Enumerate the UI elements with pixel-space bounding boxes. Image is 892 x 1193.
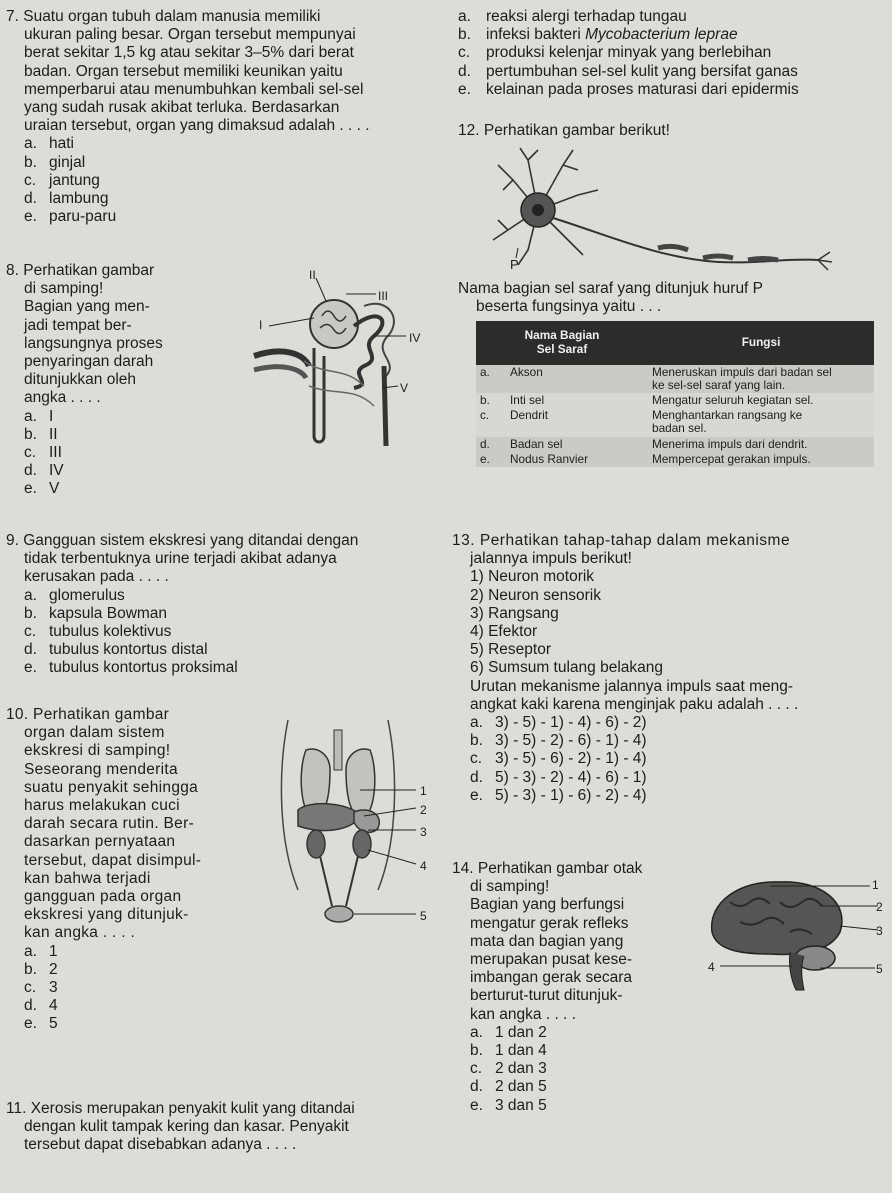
q7-line: badan. Organ tersebut memiliki keunikan yaitu xyxy=(24,62,343,80)
q8-line: ditunjukkan oleh xyxy=(24,371,137,389)
q8-line: jadi tempat ber- xyxy=(24,316,132,334)
q8-option-a[interactable]: a. I xyxy=(24,407,54,425)
q13-option-a[interactable]: a. 3) - 5) - 1) - 4) - 6) - 2) xyxy=(470,714,647,732)
neuron-label-p: P xyxy=(510,257,519,273)
neuron-parts-table xyxy=(476,321,874,467)
q8-option-b[interactable]: b. II xyxy=(24,425,58,443)
q14-line: mata dan bagian yang xyxy=(470,932,624,950)
question-13 xyxy=(452,532,888,805)
organ-label: 3 xyxy=(420,825,427,839)
q10-line: gangguan pada organ xyxy=(24,888,182,906)
q7-line: 7. Suatu organ tubuh dalam manusia memiliki xyxy=(6,8,321,25)
q11-options xyxy=(458,8,888,99)
q14-option-e[interactable]: e. 3 dan 5 xyxy=(470,1096,547,1114)
q14-line: berturut-turut ditunjuk- xyxy=(470,987,623,1005)
q13-step: 3) Rangsang xyxy=(470,604,559,622)
q10-option-e[interactable]: e. 5 xyxy=(24,1015,58,1033)
nephron-label: IV xyxy=(409,331,421,345)
q10-line: 10. Perhatikan gambar xyxy=(6,706,170,723)
q9-option-a[interactable]: a. glomerulus xyxy=(24,586,125,604)
q8-option-c[interactable]: c. III xyxy=(24,444,62,462)
organ-label: 4 xyxy=(420,859,427,873)
table-row[interactable]: b. Inti sel Mengatur seluruh kegiatan sel. xyxy=(476,393,874,408)
excretory-organs-figure xyxy=(268,710,436,928)
q13-option-b[interactable]: b. 3) - 5) - 2) - 6) - 1) - 4) xyxy=(470,732,647,750)
q12-title: 12. Perhatikan gambar berikut! xyxy=(458,122,670,139)
q10-line: organ dalam sistem xyxy=(24,724,165,742)
q11-option-e[interactable]: e. kelainan pada proses maturasi dari epidermis xyxy=(458,80,799,98)
brain-label: 3 xyxy=(876,924,883,938)
q9-line: kerusakan pada . . . . xyxy=(24,568,169,586)
q10-line: harus melakukan cuci xyxy=(24,797,180,815)
q14-line: Bagian yang berfungsi xyxy=(470,896,625,914)
q13-step: 2) Neuron sensorik xyxy=(470,586,601,604)
nephron-illustration xyxy=(214,266,436,452)
table-row[interactable]: e. Nodus Ranvier Mempercepat gerakan impuls. xyxy=(476,452,874,467)
q14-line: di samping! xyxy=(470,878,550,896)
brain-illustration xyxy=(700,872,886,992)
table-header-part: Nama Bagian Sel Saraf xyxy=(476,321,648,365)
question-12 xyxy=(458,122,888,467)
q13-title-line: jalannya impuls berikut! xyxy=(470,550,632,568)
nephron-label: I xyxy=(259,318,263,332)
table-row[interactable]: a. Akson Meneruskan impuls dari badan sel ke sel-sel saraf yang lain. xyxy=(476,365,874,393)
organ-label: 2 xyxy=(420,803,427,817)
q11-line: tersebut dapat disebabkan adanya . . . . xyxy=(24,1136,297,1154)
q10-line: darah secara rutin. Ber- xyxy=(24,815,195,833)
nephron-label: II xyxy=(309,268,316,282)
q10-line: ekskresi yang ditunjuk- xyxy=(24,906,189,924)
q7-line: ukuran paling besar. Organ tersebut mempunyai xyxy=(24,26,356,44)
table-header-function: Fungsi xyxy=(648,321,874,365)
q9-line: 9. Gangguan sistem ekskresi yang ditandai dengan xyxy=(6,532,359,549)
q8-line: 8. Perhatikan gambar xyxy=(6,262,155,279)
q13-step: 6) Sumsum tulang belakang xyxy=(470,659,664,677)
brain-figure xyxy=(700,872,886,992)
question-9 xyxy=(6,532,436,678)
q10-line: ekskresi di samping! xyxy=(24,742,171,760)
question-10 xyxy=(6,706,436,1094)
q12-prompt-line: beserta fungsinya yaitu . . . xyxy=(476,298,662,316)
q13-prompt-line: Urutan mekanisme jalannya impuls saat meng- xyxy=(470,677,794,695)
q9-line: tidak terbentuknya urine terjadi akibat adanya xyxy=(24,550,337,568)
q7-line: yang sudah rusak akibat terluka. Berdasarkan xyxy=(24,99,340,117)
q13-prompt-line: angkat kaki karena menginjak paku adalah . . . . xyxy=(470,695,799,713)
q14-line: merupakan pusat kese- xyxy=(470,951,632,969)
q8-option-d[interactable]: d. IV xyxy=(24,462,64,480)
q10-line: dasarkan pernyataan xyxy=(24,833,176,851)
q7-option-b[interactable]: b. ginjal xyxy=(24,153,86,171)
q13-step: 5) Reseptor xyxy=(470,641,551,659)
q10-line: tersebut, dapat disimpul- xyxy=(24,851,202,869)
question-7 xyxy=(6,8,436,226)
question-14 xyxy=(452,860,888,1160)
q7-line: berat sekitar 1,5 kg atau sekitar 3–5% dari berat xyxy=(24,44,354,62)
q11-option-b[interactable]: b. infeksi bakteri Mycobacterium leprae xyxy=(458,26,738,44)
q14-line: 14. Perhatikan gambar otak xyxy=(452,860,643,877)
q10-line: suatu penyakit sehingga xyxy=(24,778,199,796)
q12-prompt-line: Nama bagian sel saraf yang ditunjuk huruf P xyxy=(458,280,764,298)
question-11 xyxy=(6,1100,446,1155)
brain-label: 5 xyxy=(876,962,883,976)
q10-line: kan angka . . . . xyxy=(24,924,136,942)
q14-option-c[interactable]: c. 2 dan 3 xyxy=(470,1060,547,1078)
neuron-figure xyxy=(458,140,878,278)
q14-line: mengatur gerak refleks xyxy=(470,914,629,932)
q10-line: Seseorang menderita xyxy=(24,760,178,778)
table-row[interactable]: d. Badan sel Menerima impuls dari dendrit. xyxy=(476,437,874,452)
excretory-organs-illustration xyxy=(268,710,436,928)
q7-option-a[interactable]: a. hati xyxy=(24,135,74,153)
brain-label: 1 xyxy=(872,878,879,892)
q10-option-b[interactable]: b. 2 xyxy=(24,960,58,978)
q11-line: dengan kulit tampak kering dan kasar. Penyakit xyxy=(24,1118,349,1136)
q13-option-d[interactable]: d. 5) - 3) - 2) - 4) - 6) - 1) xyxy=(470,768,647,786)
nephron-label: V xyxy=(400,381,409,395)
q7-line: uraian tersebut, organ yang dimaksud adalah . . . . xyxy=(24,117,370,135)
q14-option-a[interactable]: a. 1 dan 2 xyxy=(470,1023,547,1041)
q9-option-b[interactable]: b. kapsula Bowman xyxy=(24,604,168,622)
q7-option-d[interactable]: d. lambung xyxy=(24,190,109,208)
table-row[interactable]: c. Dendrit Menghantarkan rangsang ke badan sel. xyxy=(476,408,874,436)
q8-option-e[interactable]: e. V xyxy=(24,480,60,498)
q13-option-c[interactable]: c. 3) - 5) - 6) - 2) - 1) - 4) xyxy=(470,750,647,768)
nephron-label: III xyxy=(378,289,389,303)
q13-option-e[interactable]: e. 5) - 3) - 1) - 6) - 2) - 4) xyxy=(470,786,647,804)
q14-option-d[interactable]: d. 2 dan 5 xyxy=(470,1078,547,1096)
q7-option-c[interactable]: c. jantung xyxy=(24,171,100,189)
brain-label: 4 xyxy=(708,960,715,974)
organ-label: 5 xyxy=(420,909,427,923)
q10-option-d[interactable]: d. 4 xyxy=(24,997,58,1015)
q14-option-b[interactable]: b. 1 dan 4 xyxy=(470,1042,547,1060)
neuron-illustration xyxy=(458,140,878,278)
q13-title-line: 13. Perhatikan tahap-tahap dalam mekanisme xyxy=(452,532,791,549)
q10-option-a[interactable]: a. 1 xyxy=(24,942,58,960)
q11-line: 11. Xerosis merupakan penyakit kulit yang ditandai xyxy=(6,1100,355,1117)
q14-line: imbangan gerak secara xyxy=(470,969,632,987)
brain-label: 2 xyxy=(876,900,883,914)
q14-line: kan angka . . . . xyxy=(470,1005,576,1023)
q10-line: kan bahwa terjadi xyxy=(24,869,151,887)
nephron-figure xyxy=(214,266,436,452)
q9-option-c[interactable]: c. tubulus kolektivus xyxy=(24,623,172,641)
q11-option-a[interactable]: a. reaksi alergi terhadap tungau xyxy=(458,8,687,25)
organ-label: 1 xyxy=(420,784,427,798)
q8-line: penyaringan darah xyxy=(24,353,154,371)
q11-option-c[interactable]: c. produksi kelenjar minyak yang berlebihan xyxy=(458,44,772,62)
q11-option-d[interactable]: d. pertumbuhan sel-sel kulit yang bersifat ganas xyxy=(458,62,798,80)
q9-option-d[interactable]: d. tubulus kontortus distal xyxy=(24,641,208,659)
q8-line: di samping! xyxy=(24,280,104,298)
q7-line: memperbarui atau menumbuhkan kembali sel-sel xyxy=(24,80,364,98)
q13-step: 1) Neuron motorik xyxy=(470,568,595,586)
q8-line: angka . . . . xyxy=(24,389,101,407)
q13-step: 4) Efektor xyxy=(470,623,538,641)
q8-line: langsungnya proses xyxy=(24,334,163,352)
q7-option-e[interactable]: e. paru-paru xyxy=(24,208,117,226)
q8-line: Bagian yang men- xyxy=(24,298,150,316)
question-8 xyxy=(6,262,436,524)
q9-option-e[interactable]: e. tubulus kontortus proksimal xyxy=(24,659,238,677)
q10-option-c[interactable]: c. 3 xyxy=(24,979,58,997)
